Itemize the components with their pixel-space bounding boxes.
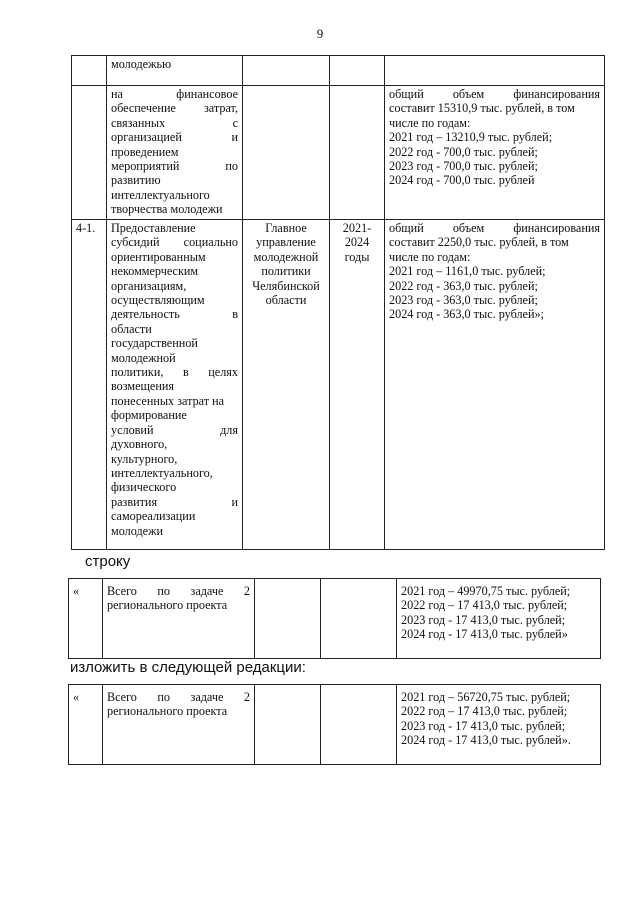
activity-line: Предоставление [111, 221, 196, 235]
cell-num [72, 220, 107, 550]
funding-line: составит 15310,9 тыс. рублей, в том [389, 101, 575, 116]
activity-line: развитию [111, 173, 161, 188]
cell-executor [243, 56, 330, 86]
cell-activity [107, 56, 243, 86]
executor-line: управление [256, 235, 316, 250]
activity-line: обеспечение затрат, [111, 101, 238, 116]
activity-line: связанных с [111, 115, 238, 130]
total-line: регионального проекта [107, 704, 228, 719]
cell-period [330, 86, 385, 220]
executor-line: области [265, 293, 307, 308]
table-row [72, 56, 605, 86]
quote-mark: « [73, 690, 80, 704]
table-row [72, 86, 605, 220]
funding-line: общий объем финансирования [389, 221, 600, 235]
activity-line: самореализации [111, 509, 196, 524]
funding-line: составит 2250,0 тыс. рублей, в том [389, 235, 569, 250]
old-total-table [68, 578, 601, 659]
funding-line: 2022 год - 363,0 тыс. рублей; [389, 278, 538, 293]
cell-executor [243, 220, 330, 550]
cell-executor [255, 579, 321, 659]
funding-line: 2023 год - 17 413,0 тыс. рублей; [401, 718, 566, 733]
cell-executor [255, 685, 321, 765]
funding-line: 2021 год – 13210,9 тыс. рублей; [389, 130, 553, 145]
page-number: 9 [316, 26, 324, 41]
quote-mark: « [73, 584, 80, 598]
cell-funding [385, 56, 605, 86]
activity-line: духовного, [111, 437, 168, 452]
activity-line: некоммерческим [111, 264, 199, 279]
activity-line: мероприятий по [111, 159, 238, 174]
activity-line: области [111, 321, 152, 336]
activity-line: творчества молодежи [111, 202, 223, 217]
funding-line: 2023 год - 363,0 тыс. рублей; [389, 293, 538, 308]
activity-line: организациям, [111, 278, 187, 293]
caption-row: строку [85, 553, 131, 570]
period-line: 2024 [344, 235, 370, 250]
total-line: регионального проекта [107, 598, 228, 613]
activity-line: понесенных затрат на [111, 393, 225, 408]
activity-line: формирование [111, 408, 187, 423]
executor-line: молодежной [253, 249, 319, 264]
activity-line: государственной [111, 336, 198, 351]
activity-line: возмещения [111, 379, 174, 394]
table-row [69, 685, 601, 765]
cell-quote [69, 579, 103, 659]
cell-funding [385, 220, 605, 550]
activity-line: развития и [111, 494, 238, 509]
cell-executor [243, 86, 330, 220]
cell-period [330, 56, 385, 86]
cell-num [72, 86, 107, 220]
total-line: Всего по задаче 2 [107, 690, 250, 704]
activity-line: субсидий социально [111, 235, 238, 250]
cell-activity [107, 86, 243, 220]
activity-text: молодежью [111, 57, 172, 71]
cell-activity [107, 220, 243, 550]
activity-line: организацией и [111, 130, 238, 145]
activity-line: молодежной [111, 350, 176, 365]
executor-line: политики [261, 264, 311, 279]
row-number: 4-1. [76, 221, 96, 235]
program-table [71, 55, 605, 550]
executor-line: Челябинской [252, 278, 320, 293]
activity-line: деятельность в [111, 307, 238, 322]
funding-line: 2023 год - 700,0 тыс. рублей; [389, 159, 538, 174]
funding-line: 2022 год - 700,0 тыс. рублей; [389, 144, 538, 159]
cell-period [330, 220, 385, 550]
activity-line: проведением [111, 144, 179, 159]
cell-funding [397, 685, 601, 765]
activity-line: молодежи [111, 523, 164, 538]
activity-line: политики, в целях [111, 365, 238, 380]
funding-line: 2024 год - 363,0 тыс. рублей»; [389, 307, 544, 322]
funding-line: 2024 год - 17 413,0 тыс. рублей». [401, 733, 571, 748]
period-line: 2021- [342, 221, 372, 235]
new-total-table [68, 684, 601, 765]
table-row [69, 579, 601, 659]
cell-total [103, 579, 255, 659]
funding-line: числе по годам: [389, 249, 471, 264]
cell-period [321, 579, 397, 659]
funding-line: 2024 год - 700,0 тыс. рублей [389, 173, 535, 188]
cell-funding [385, 86, 605, 220]
funding-line: общий объем финансирования [389, 87, 600, 101]
funding-line: 2023 год - 17 413,0 тыс. рублей; [401, 612, 566, 627]
activity-line: ориентированным [111, 249, 206, 264]
activity-line: культурного, [111, 451, 178, 466]
activity-line: на финансовое [111, 87, 238, 101]
caption-edit: изложить в следующей редакции: [70, 659, 306, 676]
funding-line: числе по годам: [389, 115, 471, 130]
funding-line: 2022 год – 17 413,0 тыс. рублей; [401, 598, 568, 613]
cell-quote [69, 685, 103, 765]
activity-line: интеллектуального, [111, 465, 213, 480]
activity-line: интеллектуального [111, 187, 210, 202]
cell-funding [397, 579, 601, 659]
activity-line: условий для [111, 422, 238, 437]
funding-line: 2021 год – 49970,75 тыс. рублей; [401, 584, 571, 598]
table-row [72, 220, 605, 550]
activity-line: физического [111, 480, 177, 495]
total-line: Всего по задаче 2 [107, 584, 250, 598]
funding-line: 2022 год – 17 413,0 тыс. рублей; [401, 704, 568, 719]
funding-line: 2021 год – 56720,75 тыс. рублей; [401, 690, 571, 704]
cell-period [321, 685, 397, 765]
period-line: годы [344, 249, 370, 264]
funding-line: 2024 год - 17 413,0 тыс. рублей» [401, 627, 568, 642]
executor-line: Главное [265, 221, 307, 235]
activity-line: осуществляющим [111, 293, 205, 308]
cell-total [103, 685, 255, 765]
cell-num [72, 56, 107, 86]
funding-line: 2021 год – 1161,0 тыс. рублей; [389, 264, 546, 279]
